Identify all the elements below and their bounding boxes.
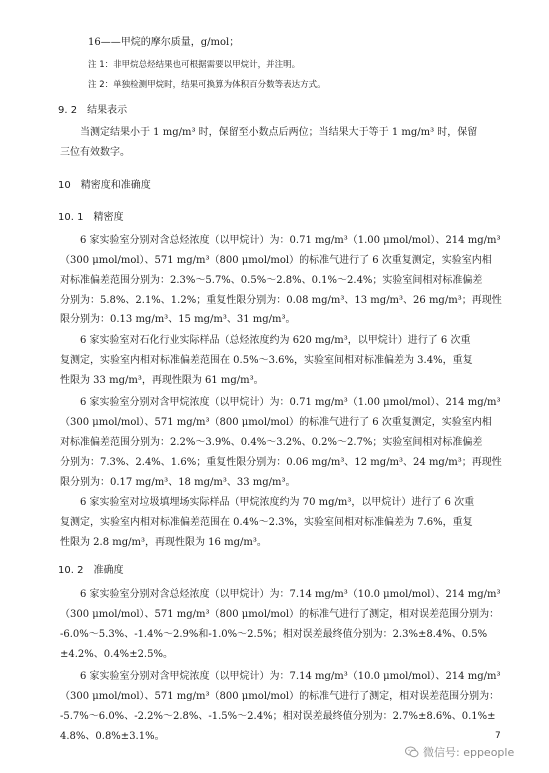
- wechat-icon: [405, 746, 419, 758]
- paragraph-line: 6 家实验室分别对含总烃浓度（以甲烷计）为：0.71 mg/m³（1.00 μmol/mol）、214 mg/m³: [80, 235, 501, 246]
- paragraph-line: 三位有效数字。: [60, 147, 130, 158]
- paragraph-line: 限分别为：0.17 mg/m³、18 mg/m³、33 mg/m³。: [60, 477, 296, 488]
- section-heading-9-2: 9. 2 结果表示: [58, 105, 128, 116]
- paragraph-line: 性限为 33 mg/m³，再现性限为 61 mg/m³。: [60, 375, 264, 386]
- paragraph-line: -6.0%～5.3%、-1.4%～2.9%和-1.0%～2.5%；相对误差最终值分别为：2.3%±8.4%、0.5%: [60, 629, 488, 640]
- section-heading-10: 10 精密度和准确度: [58, 180, 151, 191]
- paragraph-line: （300 μmol/mol）、571 mg/m³（800 μmol/mol）的标准气进行了 6 次重复测定，实验室内相: [60, 417, 492, 428]
- paragraph-line: 复测定，实验室内相对标准偏差范围在 0.4%～2.3%，实验室间相对标准偏差为 7.6%，重复: [60, 517, 473, 528]
- paragraph-line: -5.7%～6.0%、-2.2%～2.8%、-1.5%～2.4%；相对误差最终值分别为：2.7%±8.6%、0.1%±: [60, 711, 496, 722]
- paragraph-line: （300 μmol/mol）、571 mg/m³（800 μmol/mol）的标准气进行了测定，相对误差范围分别为：: [60, 609, 500, 620]
- watermark: [405, 744, 514, 760]
- paragraph-line: 性限为 2.8 mg/m³，再现性限为 16 mg/m³。: [60, 537, 267, 548]
- formula-variable-definition: 16——甲烷的摩尔质量，g/mol；: [88, 37, 240, 48]
- paragraph-line: （300 μmol/mol）、571 mg/m³（800 μmol/mol）的标准气进行了 6 次重复测定，实验室内相: [60, 255, 492, 266]
- section-heading-10-1: 10. 1 精密度: [58, 212, 124, 223]
- paragraph-line: 6 家实验室对垃圾填埋场实际样品（甲烷浓度约为 70 mg/m³，以甲烷计）进行了 6 次重: [80, 497, 475, 508]
- paragraph-line: 分别为：7.3%、2.4%、1.6%；重复性限分别为：0.06 mg/m³、12 mg/m³、24 mg/m³；再现性: [60, 457, 502, 468]
- note-2: 注 2：单独检测甲烷时，结果可换算为体积百分数等表达方式。: [88, 80, 326, 90]
- paragraph-line: 限分别为：0.13 mg/m³、15 mg/m³、31 mg/m³。: [60, 314, 296, 325]
- note-1: 注 1：非甲烷总烃结果也可根据需要以甲烷计，并注明。: [88, 60, 301, 70]
- paragraph-line: 6 家实验室分别对含总烃浓度（以甲烷计）为：7.14 mg/m³（10.0 μmol/mol）、214 mg/m³: [80, 589, 501, 600]
- section-heading-10-2: 10. 2 准确度: [58, 565, 124, 576]
- paragraph-line: 6 家实验室分别对含甲烷浓度（以甲烷计）为：7.14 mg/m³（10.0 μmol/mol）、214 mg/m³: [80, 671, 501, 682]
- watermark-text: 微信号: eppeople: [423, 746, 515, 759]
- paragraph-line: 当测定结果小于 1 mg/m³ 时，保留至小数点后两位；当结果大于等于 1 mg/m³ 时，保留: [80, 127, 478, 138]
- page-number: 7: [495, 731, 501, 741]
- paragraph-line: 4.8%、0.8%±3.1%。: [60, 731, 165, 742]
- paragraph-line: （300 μmol/mol）、571 mg/m³（800 μmol/mol）的标准气进行了测定，相对误差范围分别为：: [60, 691, 500, 702]
- paragraph-line: 对标准偏差范围分别为：2.3%～5.7%、0.5%～2.8%、0.1%～2.4%；实验室间相对标准偏差: [60, 275, 483, 286]
- paragraph-line: 复测定，实验室内相对标准偏差范围在 0.5%～3.6%，实验室间相对标准偏差为 3.4%，重复: [60, 355, 473, 366]
- paragraph-line: 6 家实验室分别对含甲烷浓度（以甲烷计）为：0.71 mg/m³（1.00 μmol/mol）、214 mg/m³: [80, 397, 501, 408]
- paragraph-line: 对标准偏差范围分别为：2.2%～3.9%、0.4%～3.2%、0.2%～2.7%；实验室间相对标准偏差: [60, 437, 483, 448]
- paragraph-line: ±4.2%、0.4%±2.5%。: [60, 649, 173, 660]
- paragraph-line: 6 家实验室对石化行业实际样品（总烃浓度约为 620 mg/m³，以甲烷计）进行了 6 次重: [80, 335, 471, 346]
- paragraph-line: 分别为：5.8%、2.1%、1.2%；重复性限分别为：0.08 mg/m³、13 mg/m³、26 mg/m³；再现性: [60, 295, 502, 306]
